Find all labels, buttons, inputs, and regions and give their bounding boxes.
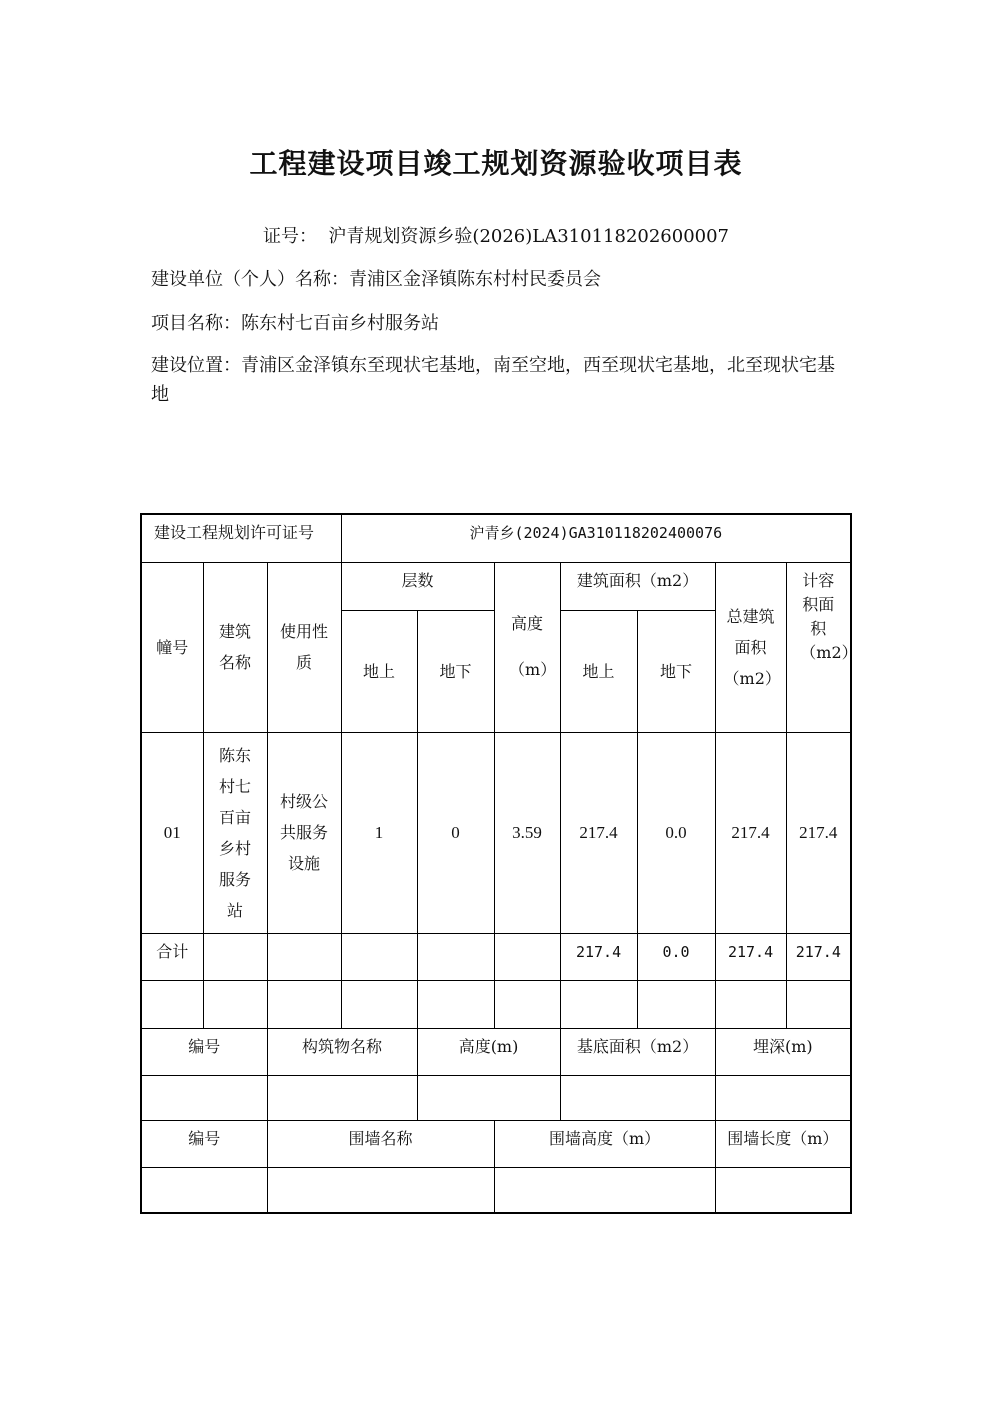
header-area-above: 地上 [560,610,637,732]
walls-empty-row [141,1167,851,1213]
total-label: 合计 [141,933,203,980]
cell-total-area: 217.4 [715,732,786,933]
header-area-below: 地下 [637,610,715,732]
structures-header-no: 编号 [141,1028,267,1075]
total-area-below: 0.0 [637,933,715,980]
empty-row [141,980,851,1028]
header-total-area: 总建筑面积（m2） [715,562,786,732]
header-floors-below: 地下 [417,610,494,732]
cell-area-above: 217.4 [560,732,637,933]
certificate-label: 证号： [262,226,317,247]
structures-empty-row [141,1075,851,1120]
header-height: 高度（m） [494,562,560,732]
cell-floors-below: 0 [417,732,494,933]
total-area-above: 217.4 [560,933,637,980]
header-area: 建筑面积（m2） [560,562,715,610]
acceptance-table [140,513,858,1214]
total-far-area: 217.4 [786,933,851,980]
walls-header-no: 编号 [141,1120,267,1167]
certificate-number: 沪青规划资源乡验(2026)LA310118202600007 [328,226,730,247]
page-title: 工程建设项目竣工规划资源验收项目表 [249,147,743,180]
construction-location: 建设位置：青浦区金泽镇东至现状宅基地，南至空地，西至现状宅基地，北至现状宅基地 [151,355,835,405]
cell-building-no: 01 [141,732,203,933]
cell-use: 村级公共服务设施 [267,732,341,933]
structures-header-height: 高度(m) [417,1028,560,1075]
cell-far-area: 217.4 [786,732,851,933]
header-building-name: 建筑名称 [203,562,267,732]
walls-header-name: 围墙名称 [267,1120,494,1167]
header-floors: 层数 [341,562,494,610]
header-floors-above: 地上 [341,610,417,732]
walls-header-height: 围墙高度（m） [494,1120,715,1167]
permit-row [141,514,851,562]
structures-header-row [141,1028,851,1075]
total-total-area: 217.4 [715,933,786,980]
project-name: 项目名称：陈东村七百亩乡村服务站 [151,313,439,334]
permit-label: 建设工程规划许可证号 [141,514,341,562]
header-building-no: 幢号 [141,562,203,732]
construction-unit: 建设单位（个人）名称：青浦区金泽镇陈东村村民委员会 [151,269,601,290]
structures-header-depth: 埋深(m) [715,1028,851,1075]
header-use: 使用性质 [267,562,341,732]
table-row [141,732,851,933]
header-far-area: 计容积面积（m2） [786,562,851,732]
walls-header-length: 围墙长度（m） [715,1120,851,1167]
structures-header-base-area: 基底面积（m2） [560,1028,715,1075]
cell-building-name: 陈东村七百亩乡村服务站 [203,732,267,933]
total-row [141,933,851,980]
cell-area-below: 0.0 [637,732,715,933]
header-row-1 [141,562,851,610]
cell-height: 3.59 [494,732,560,933]
certificate-line [0,222,992,248]
structures-header-name: 构筑物名称 [267,1028,417,1075]
permit-value: 沪青乡(2024)GA310118202400076 [341,514,851,562]
walls-header-row [141,1120,851,1167]
cell-floors-above: 1 [341,732,417,933]
